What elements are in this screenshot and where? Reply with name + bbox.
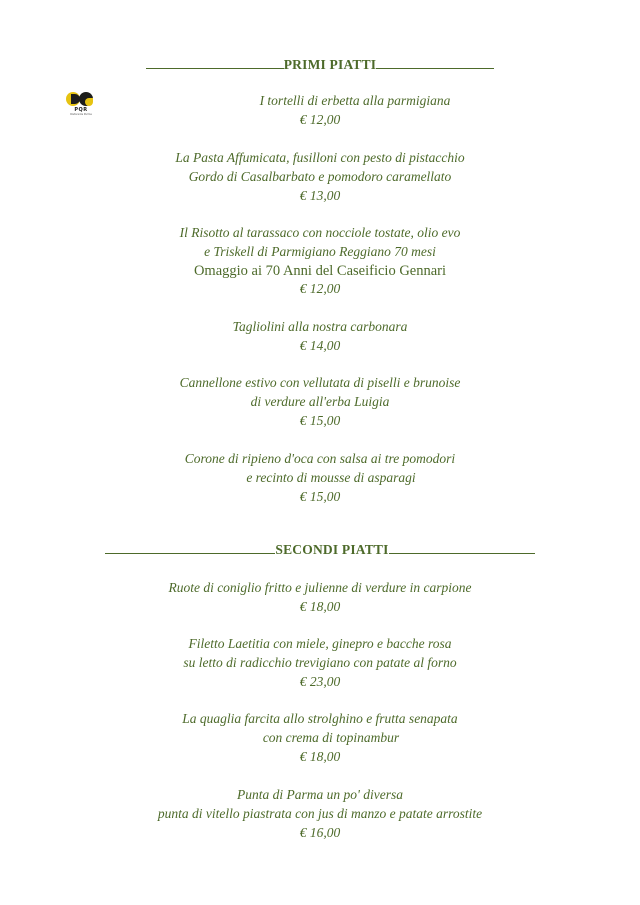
section-heading-secondi: [0, 541, 640, 558]
dish-description: Filetto Laetitia con miele, ginepro e bacche rosa: [188, 636, 452, 651]
dish-price: € 13,00: [299, 187, 341, 203]
dish-price: € 18,00: [299, 598, 341, 614]
section-title: SECONDI PIATTI: [275, 542, 389, 557]
dish-description: I tortelli di erbetta alla parmigiana: [259, 93, 451, 108]
dish-description: Punta di Parma un po' diversa: [236, 787, 403, 802]
dish-description: Ruote di coniglio fritto e julienne di verdure in carpione: [168, 580, 472, 595]
section-heading-primi: [0, 56, 640, 73]
section-title: PRIMI PIATTI: [283, 57, 377, 72]
dish-description: su letto di radicchio trevigiano con patate al forno: [183, 654, 457, 670]
heading-rule-left: [146, 56, 284, 69]
dish-description: e recinto di mousse di asparagi: [246, 469, 416, 485]
dish-price: € 15,00: [299, 488, 341, 504]
dish-description: Corone di ripieno d'oca con salsa ai tre pomodori: [184, 451, 456, 466]
menu-item: [0, 149, 640, 205]
dish-description: Il Risotto al tarassaco con nocciole tostate, olio evo: [179, 225, 461, 240]
dish-description: La quaglia farcita allo strolghino e frutta senapata: [182, 711, 458, 726]
menu-item: [0, 374, 640, 430]
dish-description: punta di vitello piastrata con jus di manzo e patate arrostite: [157, 805, 483, 821]
menu-item: [0, 579, 640, 617]
heading-rule-right: [389, 541, 535, 554]
dish-description: di verdure all'erba Luigia: [250, 393, 390, 409]
dish-price: € 15,00: [299, 412, 341, 428]
dish-description: Tagliolini alla nostra carbonara: [232, 319, 408, 334]
dish-price: € 14,00: [299, 337, 341, 353]
logo-letters: PQR: [74, 107, 88, 113]
dish-price: € 16,00: [299, 824, 341, 840]
menu-item: [0, 635, 640, 691]
dish-description: Cannellone estivo con vellutata di piselli e brunoise: [179, 375, 461, 390]
heading-rule-right: [376, 56, 494, 69]
dish-price: € 12,00: [299, 281, 341, 297]
menu-item: [0, 710, 640, 766]
menu-item: [0, 450, 640, 506]
dish-description: Gordo di Casalbarbato e pomodoro caramellato: [188, 168, 452, 184]
menu-item: [0, 318, 640, 356]
dish-description: La Pasta Affumicata, fusilloni con pesto di pistacchio: [175, 150, 465, 165]
dish-price: € 12,00: [299, 111, 341, 127]
dish-price: € 23,00: [299, 673, 341, 689]
heading-rule-left: [105, 541, 275, 554]
menu-item: [0, 786, 640, 842]
menu-item: [0, 92, 640, 130]
menu-item: [0, 224, 640, 299]
dish-description: con crema di topinambur: [262, 729, 400, 745]
dish-description: e Triskell di Parmigiano Reggiano 70 mesi: [204, 243, 436, 259]
dish-note: Omaggio ai 70 Anni del Caseificio Gennari: [193, 262, 447, 279]
dish-price: € 18,00: [299, 748, 341, 764]
logo-tagline: Ristorante Parma: [70, 113, 92, 116]
